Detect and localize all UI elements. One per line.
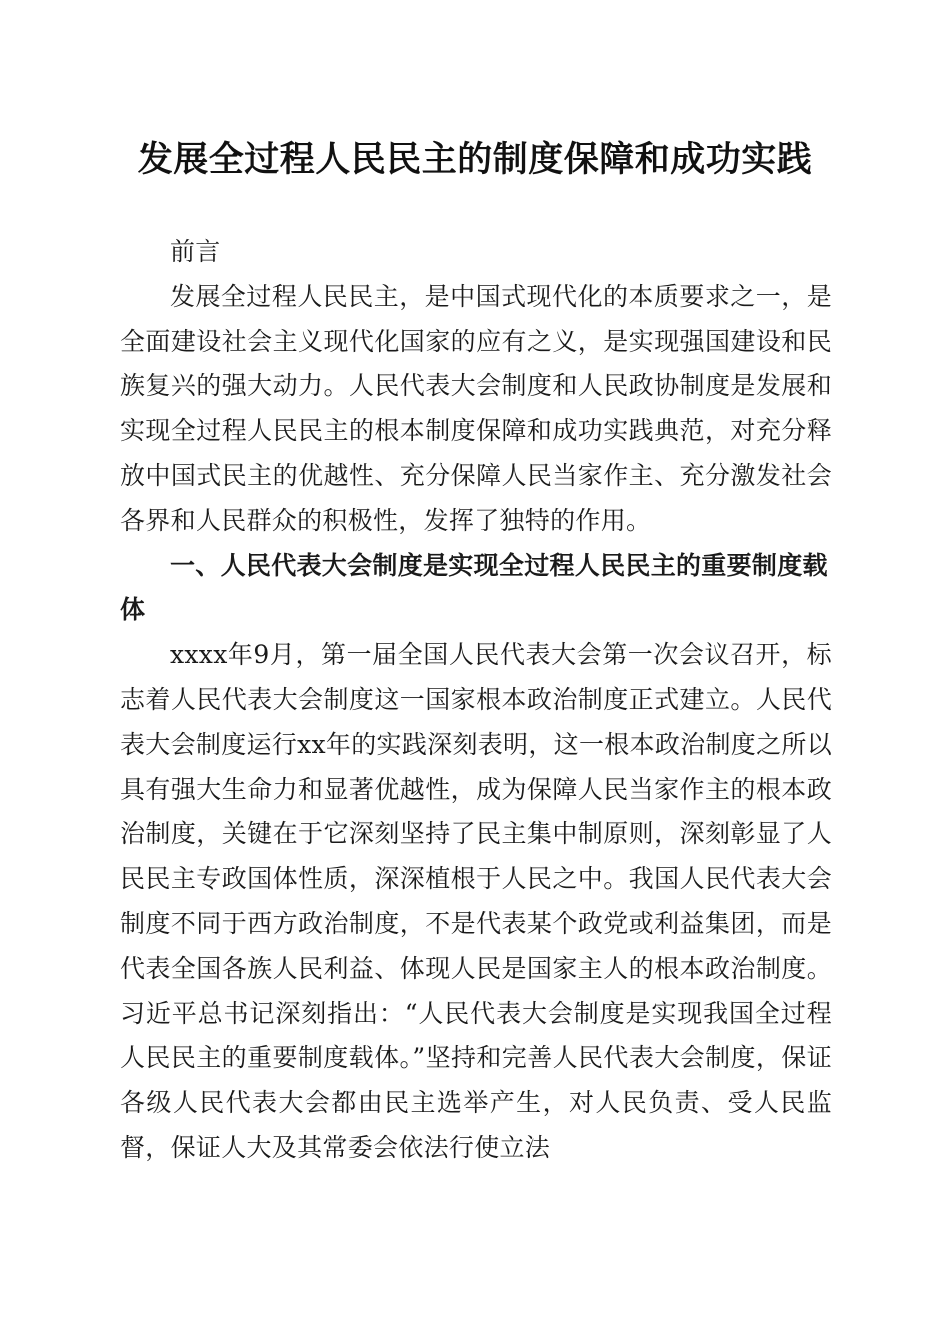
document-title: 发展全过程人民民主的制度保障和成功实践 [137, 139, 813, 180]
preface-paragraph: 发展全过程人民民主，是中国式现代化的本质要求之一，是全面建设社会主义现代化国家的应有之义，是实现强国建设和民族复兴的强大动力。人民代表大会制度和人民政协制度是发展和实现全过程人民民主的根本制度保障和成功实践典范，对充分释放中国式民主的优越性、充分保障人民当家作主、充分激发社会各界和人民群众的积极性，发挥了独特的作用。 [120, 281, 832, 535]
section-1-paragraph: xxxx年9月，第一届全国人民代表大会第一次会议召开，标志着人民代表大会制度这一国家根本政治制度正式建立。人民代表大会制度运行xx年的实践深刻表明，这一根本政治制度之所以具有强大生命力和显著优越性，成为保障人民当家作主的根本政治制度，关键在于它深刻坚持了民主集中制原则，深刻彰显了人民民主专政国体性质，深深植根于人民之中。我国人民代表大会制度不同于西方政治制度，不是代表某个政党或利益集团，而是代表全国各族人民利益、体现人民是国家主人的根本政治制度。习近平总书记深刻指出：“人民代表大会制度是实现我国全过程人民民主的重要制度载体。”坚持和完善人民代表大会制度，保证各级人民代表大会都由民主选举产生，对人民负责、受人民监督，保证人大及其常委会依法行使立法 [120, 640, 832, 1162]
section-1-heading: 一、人民代表大会制度是实现全过程人民民主的重要制度载体 [120, 550, 828, 625]
document-body [120, 230, 832, 1171]
preface-label: 前言 [170, 237, 221, 266]
